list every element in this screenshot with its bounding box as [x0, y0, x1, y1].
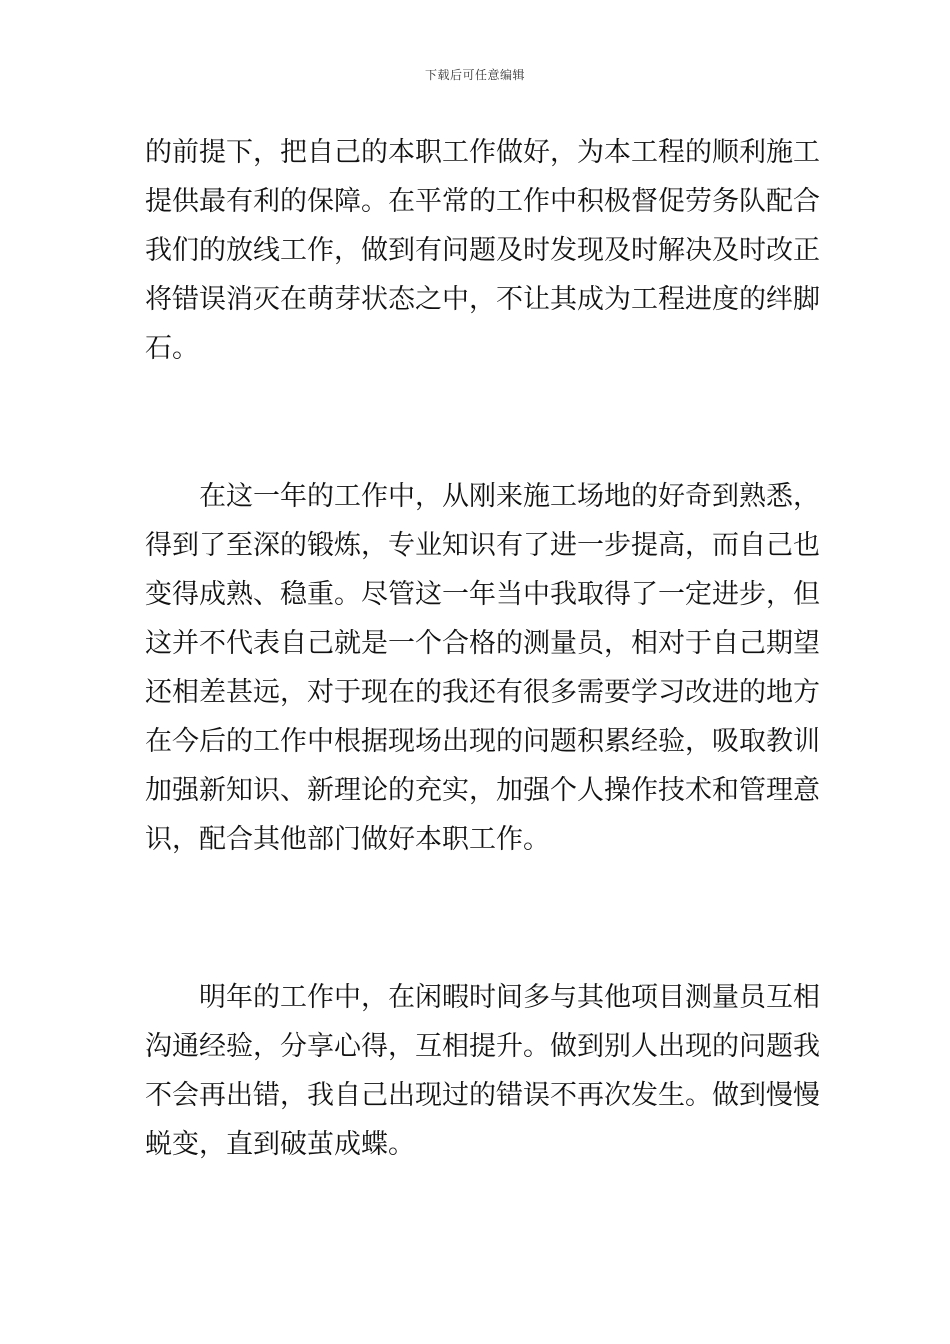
text-line: 在今后的工作中根据现场出现的问题积累经验，吸取教训	[145, 726, 820, 757]
text-line: 明年的工作中，在闲暇时间多与其他项目测量员互相	[199, 982, 820, 1013]
text-line: 不会再出错，我自己出现过的错误不再次发生。做到慢慢	[145, 1080, 820, 1111]
text-line: 还相差甚远，对于现在的我还有很多需要学习改进的地方	[145, 677, 820, 708]
text-line: 我们的放线工作，做到有问题及时发现及时解决及时改正	[145, 235, 820, 266]
text-line: 这并不代表自己就是一个合格的测量员，相对于自己期望	[145, 628, 820, 659]
text-line: 将错误消灭在萌芽状态之中，不让其成为工程进度的绊脚	[145, 284, 820, 315]
text-line: 石。	[145, 333, 199, 364]
text-line: 识，配合其他部门做好本职工作。	[145, 824, 550, 855]
text-line: 提供最有利的保障。在平常的工作中积极督促劳务队配合	[145, 186, 820, 217]
text-line: 得到了至深的锻炼，专业知识有了进一步提高，而自己也	[145, 530, 820, 561]
text-line: 在这一年的工作中，从刚来施工场地的好奇到熟悉，	[199, 481, 820, 512]
paragraph-2	[145, 472, 820, 864]
text-line: 变得成熟、稳重。尽管这一年当中我取得了一定进步，但	[145, 579, 820, 610]
text-line: 加强新知识、新理论的充实，加强个人操作技术和管理意	[145, 775, 820, 806]
page-header: 下载后可任意编辑	[424, 68, 525, 82]
paragraph-3	[145, 973, 820, 1169]
paragraph-1	[145, 128, 820, 373]
text-line: 蜕变，直到破茧成蝶。	[145, 1129, 415, 1160]
text-line: 的前提下，把自己的本职工作做好，为本工程的顺利施工	[145, 137, 820, 168]
text-line: 沟通经验，分享心得，互相提升。做到别人出现的问题我	[145, 1031, 820, 1062]
